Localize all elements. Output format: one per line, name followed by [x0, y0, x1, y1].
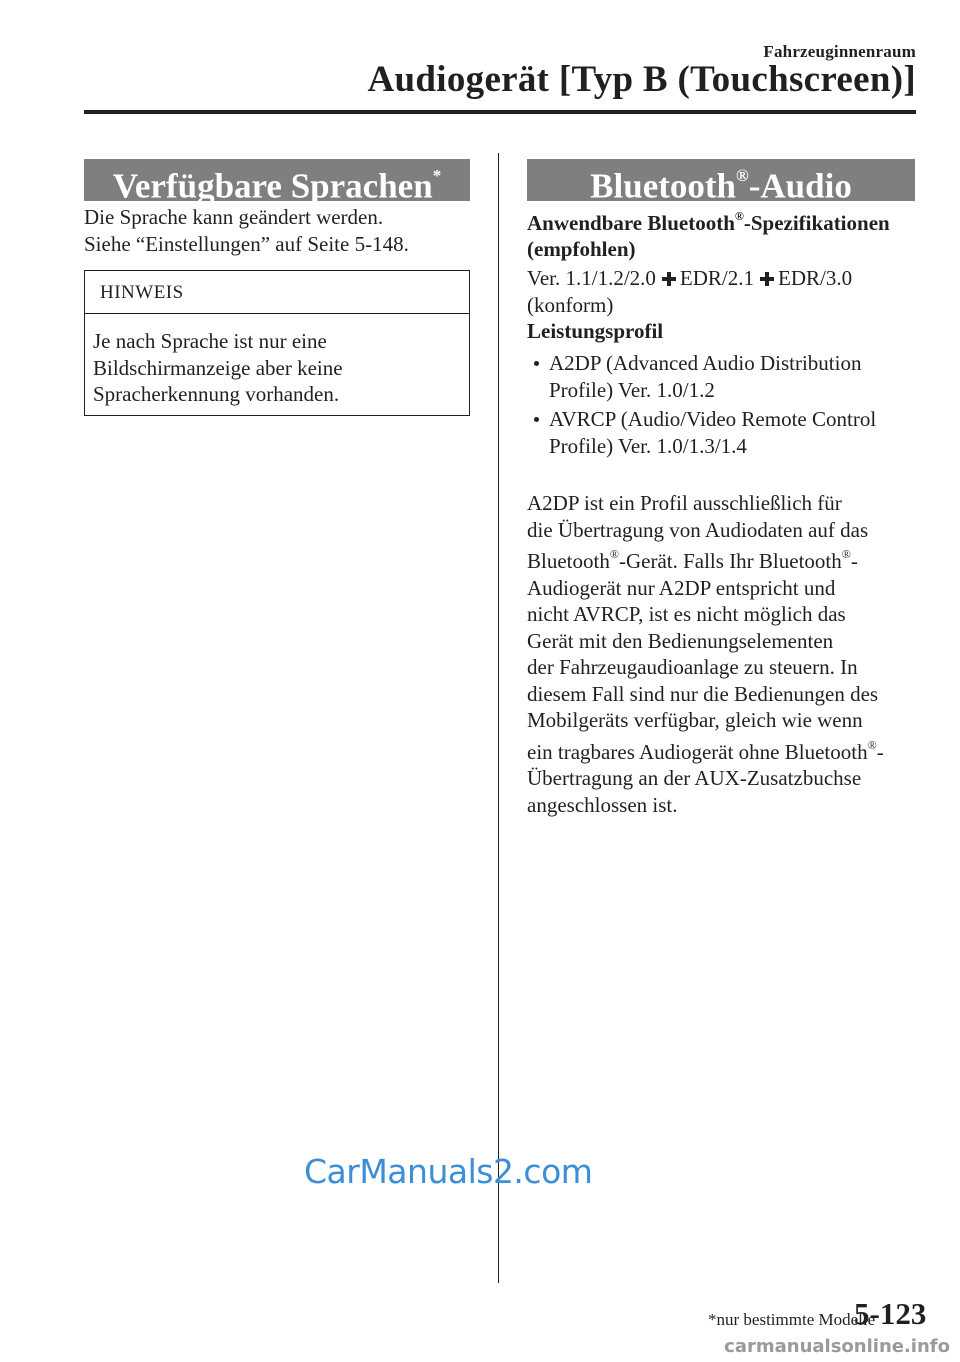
- banner-suffix: -Audio: [748, 166, 852, 206]
- para-line: A2DP ist ein Profil ausschließlich für: [527, 491, 842, 515]
- para-text: -: [876, 739, 884, 764]
- profile-line: A2DP (Advanced Audio Distribution: [549, 351, 862, 375]
- intro-reference: Siehe “Einstellungen” auf Seite 5-148.: [84, 231, 409, 256]
- spec-heading-sub: (empfohlen): [527, 237, 636, 261]
- version-text: EDR/2.1: [679, 266, 755, 290]
- note-line: Bildschirmanzeige aber keine: [93, 355, 343, 380]
- para-line: Gerät mit den Bedienungselementen: [527, 628, 834, 653]
- registered-mark: ®: [736, 166, 749, 185]
- para-line: Audiogerät nur A2DP entspricht und: [527, 575, 836, 600]
- version-conform: (konform): [527, 292, 614, 317]
- para-text: Bluetooth: [527, 549, 610, 573]
- chapter-title: Fahrzeuginnenraum: [763, 42, 916, 61]
- profile-line: AVRCP (Audio/Video Remote Control: [549, 407, 877, 431]
- note-box: [84, 270, 470, 416]
- banner-title: Verfügbare Sprachen: [112, 166, 433, 206]
- profile-heading: Leistungsprofil: [527, 319, 664, 343]
- list-item: [527, 406, 919, 459]
- para-text: -Gerät. Falls Ihr Bluetooth: [618, 549, 842, 573]
- para-text: -: [850, 549, 858, 573]
- para-line: Übertragung an der AUX-Zusatzbuchse: [527, 766, 862, 790]
- spec-heading-text: Anwendbare Bluetooth: [527, 211, 735, 235]
- note-line: Je nach Sprache ist nur eine: [93, 329, 327, 353]
- banner-available-languages: [84, 159, 470, 206]
- banner-title: Bluetooth: [590, 166, 737, 206]
- para-line: angeschlossen ist.: [527, 792, 678, 817]
- note-text: [85, 314, 469, 408]
- bullet-icon: [534, 361, 539, 366]
- language-intro: [84, 204, 474, 257]
- para-line: [527, 543, 919, 575]
- version-text: Ver. 1.1/1.2/2.0: [527, 266, 656, 290]
- watermark: CarManuals2.com: [304, 1152, 593, 1191]
- a2dp-paragraph: [527, 490, 919, 818]
- plus-icon: [662, 272, 676, 286]
- para-line: der Fahrzeugaudioanlage zu steuern. In: [527, 655, 858, 679]
- para-text: ein tragbares Audiogerät ohne Bluetooth: [527, 739, 868, 764]
- header-rule: [84, 110, 916, 114]
- para-line: diesem Fall sind nur die Bedienungen des: [527, 681, 879, 706]
- bluetooth-content: [527, 205, 919, 818]
- plus-icon: [760, 272, 774, 286]
- page-number: 5-123: [854, 1296, 927, 1331]
- version-line: [527, 265, 919, 292]
- spec-heading-text: -Spezifikationen: [743, 211, 890, 235]
- registered-mark: ®: [734, 209, 744, 223]
- registered-mark: ®: [841, 547, 851, 561]
- para-line: nicht AVRCP, ist es nicht möglich das: [527, 602, 846, 626]
- intro-line: Die Sprache kann geändert werden.: [84, 205, 384, 229]
- version-text: EDR/3.0: [778, 266, 853, 290]
- footnote: *nur bestimmte Modelle: [708, 1310, 876, 1329]
- section-title: Audiogerät [Typ B (Touchscreen)]: [367, 59, 916, 100]
- optional-mark: *: [432, 166, 442, 185]
- list-item: [527, 350, 919, 403]
- column-divider: [498, 153, 499, 1283]
- registered-mark: ®: [609, 547, 619, 561]
- bullet-icon: [534, 417, 539, 422]
- note-title: HINWEIS: [85, 271, 469, 314]
- para-line: [527, 734, 919, 766]
- profile-line: Profile) Ver. 1.0/1.3/1.4: [549, 433, 747, 458]
- banner-bluetooth-audio: [527, 159, 915, 206]
- source-watermark: carmanualsonline.info: [724, 1336, 950, 1357]
- spec-heading: [527, 205, 919, 236]
- profile-line: Profile) Ver. 1.0/1.2: [549, 377, 715, 402]
- registered-mark: ®: [867, 737, 877, 752]
- para-line: Mobilgeräts verfügbar, gleich wie wenn: [527, 708, 863, 732]
- para-line: die Übertragung von Audiodaten auf das: [527, 517, 869, 542]
- note-line: Spracherkennung vorhanden.: [93, 382, 340, 406]
- profile-list: [527, 350, 919, 459]
